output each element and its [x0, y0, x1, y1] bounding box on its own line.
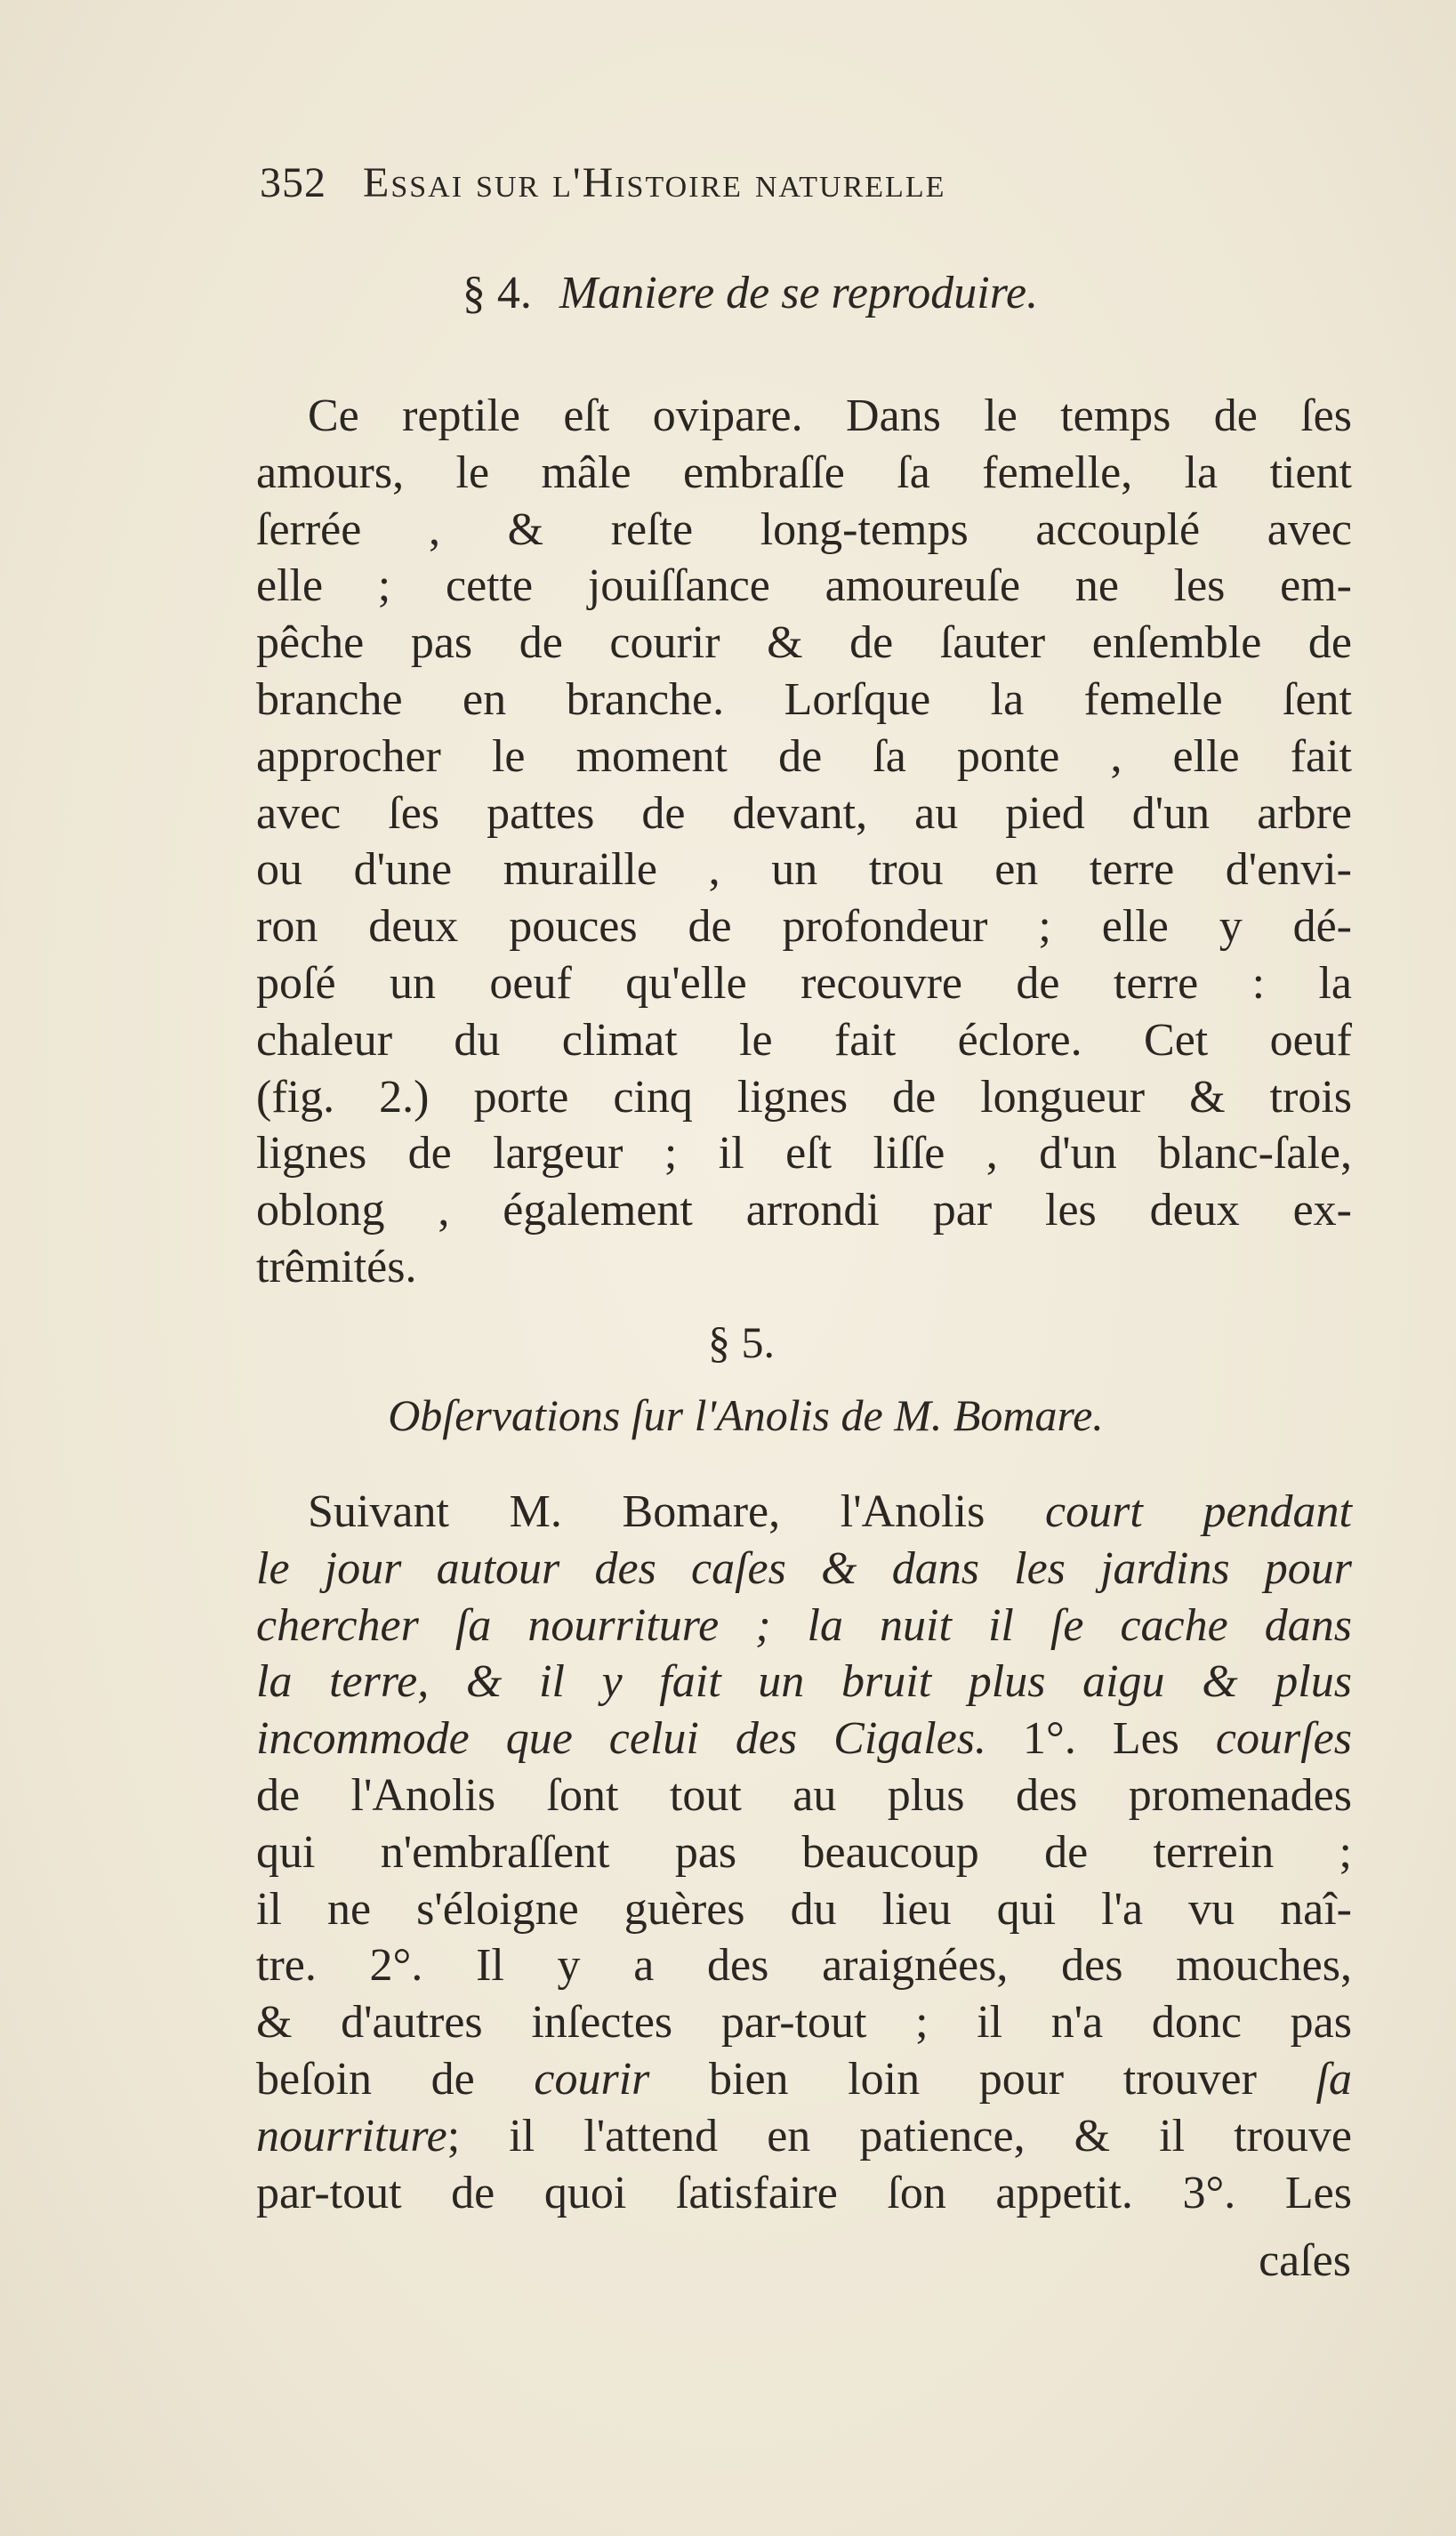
section-5-heading: [0, 1316, 1456, 1368]
text-line: par-tout de quoi ſatisfaire ſon appetit. 3°. Les: [256, 2167, 1352, 2218]
text-run: beſoin de: [256, 2053, 535, 2105]
section-5-title-line: [0, 1389, 1456, 1441]
text-line: tre. 2°. Il y a des araignées, des mouches,: [256, 1940, 1352, 1992]
section-4-heading: [0, 267, 1456, 319]
paragraph-observations: [256, 1484, 1352, 2221]
italic-run: chercher ſa nourriture ; la nuit il ſe cache dans: [256, 1599, 1352, 1651]
text-line: avec ſes pattes de devant, au pied d'un arbre: [256, 787, 1352, 839]
section-4-title: Maniere de se reproduire.: [559, 268, 1039, 318]
text-line: lignes de largeur ; il eſt liſſe , d'un blanc-ſale,: [256, 1128, 1352, 1179]
italic-run: courir: [534, 2053, 650, 2105]
text-line: chaleur du climat le fait éclore. Cet oeuf: [256, 1014, 1352, 1066]
italic-run: courſes: [1215, 1713, 1353, 1765]
text-run: Suivant M. Bomare, l'Anolis: [308, 1486, 1046, 1537]
text-line: [256, 1598, 1352, 1654]
italic-run: la terre, & il y fait un bruit plus aigu & plus: [256, 1656, 1352, 1708]
paragraph-reproduction: [256, 388, 1352, 1296]
text-line: qui n'embraſſent pas beaucoup de terrein ;: [256, 1826, 1352, 1878]
text-line: pêche pas de courir & de ſauter enſemble de: [256, 617, 1352, 669]
text-line: trêmités.: [256, 1241, 417, 1292]
text-line: de l'Anolis ſont tout au plus des promenades: [256, 1769, 1352, 1821]
section-4-symbol: § 4.: [462, 268, 532, 318]
text-line: Ce reptile eſt ovipare. Dans le temps de ſes: [308, 390, 1352, 441]
text-line: poſé un oeuf qu'elle recouvre de terre : la: [256, 957, 1352, 1009]
catchword: caſes: [1259, 2235, 1351, 2286]
running-title: Essai sur l'Histoire naturelle: [363, 159, 946, 206]
text-line: [256, 2051, 1352, 2108]
text-line: [256, 1541, 1352, 1598]
text-run: bien loin pour trouver: [649, 2053, 1316, 2105]
text-line: branche en branche. Lorſque la femelle ſent: [256, 673, 1352, 725]
text-line: oblong , également arrondi par les deux ex-: [256, 1185, 1352, 1236]
italic-run: le jour autour des caſes & dans les jardins pour: [256, 1542, 1352, 1594]
text-line: ſerrée , & reſte long-temps accouplé avec: [256, 503, 1352, 555]
text-line: [256, 1711, 1352, 1767]
text-line: [256, 1484, 1352, 1541]
text-line: amours, le mâle embraſſe ſa femelle, la tient: [256, 447, 1352, 498]
running-header: [260, 158, 1203, 221]
italic-run: incommode que celui des Cigales.: [256, 1713, 987, 1765]
text-line: il ne s'éloigne guères du lieu qui l'a vu naî-: [256, 1883, 1352, 1935]
text-line: approcher le moment de ſa ponte , elle fait: [256, 730, 1352, 782]
text-line: [256, 1654, 1352, 1711]
text-run: 1°. Les: [986, 1713, 1216, 1765]
section-5-title: Obſervations ſur l'Anolis de M. Bomare.: [388, 1390, 1104, 1440]
section-5-symbol: § 5.: [708, 1317, 775, 1367]
page-number: 352: [260, 159, 326, 206]
text-line: ron deux pouces de profondeur ; elle y dé-: [256, 901, 1352, 953]
text-line: [256, 2108, 1352, 2165]
text-line: elle ; cette jouiſſance amoureuſe ne les em-: [256, 560, 1352, 612]
italic-run: ſa: [1315, 2053, 1352, 2105]
text-run: ; il l'attend en patience, & il trouve: [446, 2110, 1352, 2162]
text-line: ou d'une muraille , un trou en terre d'envi-: [256, 844, 1352, 896]
text-line: (fig. 2.) porte cinq lignes de longueur & trois: [256, 1071, 1352, 1123]
italic-run: court pendant: [1045, 1486, 1352, 1537]
text-line: & d'autres inſectes par-tout ; il n'a donc pas: [256, 1997, 1352, 2049]
italic-run: nourriture: [256, 2110, 447, 2162]
